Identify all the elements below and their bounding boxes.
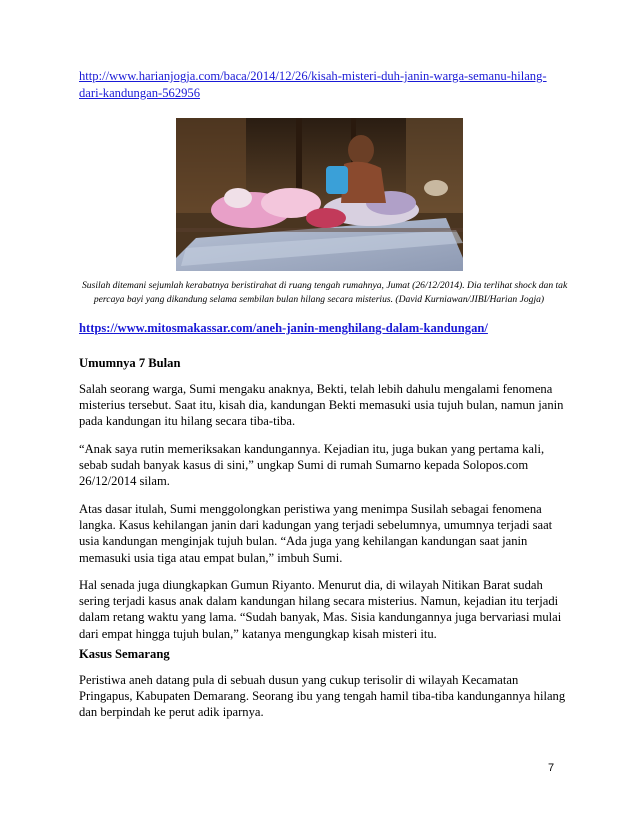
paragraph-line: Pringapus, Kabupaten Demarang. Seorang ibu yang tengah hamil tiba-tiba kandungannya hilang — [79, 689, 566, 704]
paragraph-line: dalam retang waktu yang lama. “Sudah banyak, Mas. Sisia kandungannya juga bervariasi mulai — [79, 610, 562, 625]
second-source-link[interactable]: https://www.mitosmakassar.com/aneh-janin-menghilang-dalam-kandungan/ — [79, 321, 488, 335]
source-link[interactable] — [79, 68, 559, 102]
paragraph-line: sebab sudah banyak kasus di sini,” ungkap Sumi di rumah Sumarno kepada Solopos.com — [79, 458, 529, 473]
section-heading-2 — [79, 646, 565, 662]
section-heading-1 — [79, 355, 565, 371]
paragraph-line: usia kandungan menginjak tujuh bulan. “Ada juga yang kehilangan kandungan saat janin — [79, 534, 528, 549]
section-heading-1-text: Umumnya 7 Bulan — [79, 356, 181, 370]
photo-caption-line-1: Susilah ditemani sejumlah kerabatnya beristirahat di ruang tengah rumahnya, Jumat (26/12/2014). Dia terlihat shock dan tak — [82, 280, 568, 291]
paragraph-line: Atas dasar itulah, Sumi menggolongkan peristiwa yang menimpa Susilah sebagai fenomena — [79, 502, 542, 516]
paragraph-line: dari empat hingga tujuh bulan,” katanya mengungkap kisah misteri itu. — [79, 626, 437, 641]
news-photo-illustration — [176, 118, 463, 271]
paragraph-line: langka. Kasus kehilangan janin dari kadungan yang terjadi sebelumnya, umumnya terjadi saat — [79, 518, 553, 533]
paragraph-line: dan berpindah ke perut adik iparnya. — [79, 705, 264, 720]
photo-caption-line-2: percaya bayi yang dikandung selama sembilan bulan hilang secara misterius. (David Kurniawan/JIBI/Harian Jogja) — [93, 293, 545, 305]
photo-caption — [82, 279, 568, 306]
paragraph-3 — [79, 501, 565, 566]
paragraph-line: Salah seorang warga, Sumi mengaku anaknya, Bekti, telah lebih dahulu mengalami fenomena — [79, 382, 553, 396]
paragraph-5 — [79, 672, 565, 721]
news-photo — [176, 118, 463, 271]
paragraph-line: 26/12/2014 silam. — [79, 474, 170, 489]
page-number: 7 — [548, 762, 555, 774]
source-link-line-1[interactable]: http://www.harianjogja.com/baca/2014/12/26/kisah-misteri-duh-janin-warga-semanu-hilang- — [79, 69, 547, 83]
paragraph-line: memasuki usia tiga atau empat bulan,” imbuh Sumi. — [79, 550, 343, 565]
paragraph-line: misterius tersebut. Saat itu, kisah dia, kandungan Bekti memasuki usia tujuh bulan, namun janin — [79, 398, 564, 413]
paragraph-line: Hal senada juga diungkapkan Gumun Riyanto. Menurut dia, di wilayah Nitikan Barat sudah — [79, 578, 543, 592]
paragraph-line: “Anak saya rutin memeriksakan kandungannya. Kejadian itu, juga bukan yang pertama kali, — [79, 442, 545, 456]
section-heading-2-text: Kasus Semarang — [79, 647, 170, 661]
source-link-line-2[interactable]: dari-kandungan-562956 — [79, 86, 201, 100]
paragraph-line: pada kandungan itu hilang secara tiba-tiba. — [79, 414, 296, 429]
paragraph-2 — [79, 441, 565, 490]
paragraph-1 — [79, 381, 565, 430]
paragraph-line: Peristiwa aneh datang pula di sebuah dusun yang cukup terisolir di wilayah Kecamatan — [79, 673, 519, 687]
paragraph-line: sering terjadi kasus anak dalam kandungan hilang secara misterius. Namun, kejadian itu terjadi — [79, 594, 559, 609]
paragraph-4 — [79, 577, 565, 642]
